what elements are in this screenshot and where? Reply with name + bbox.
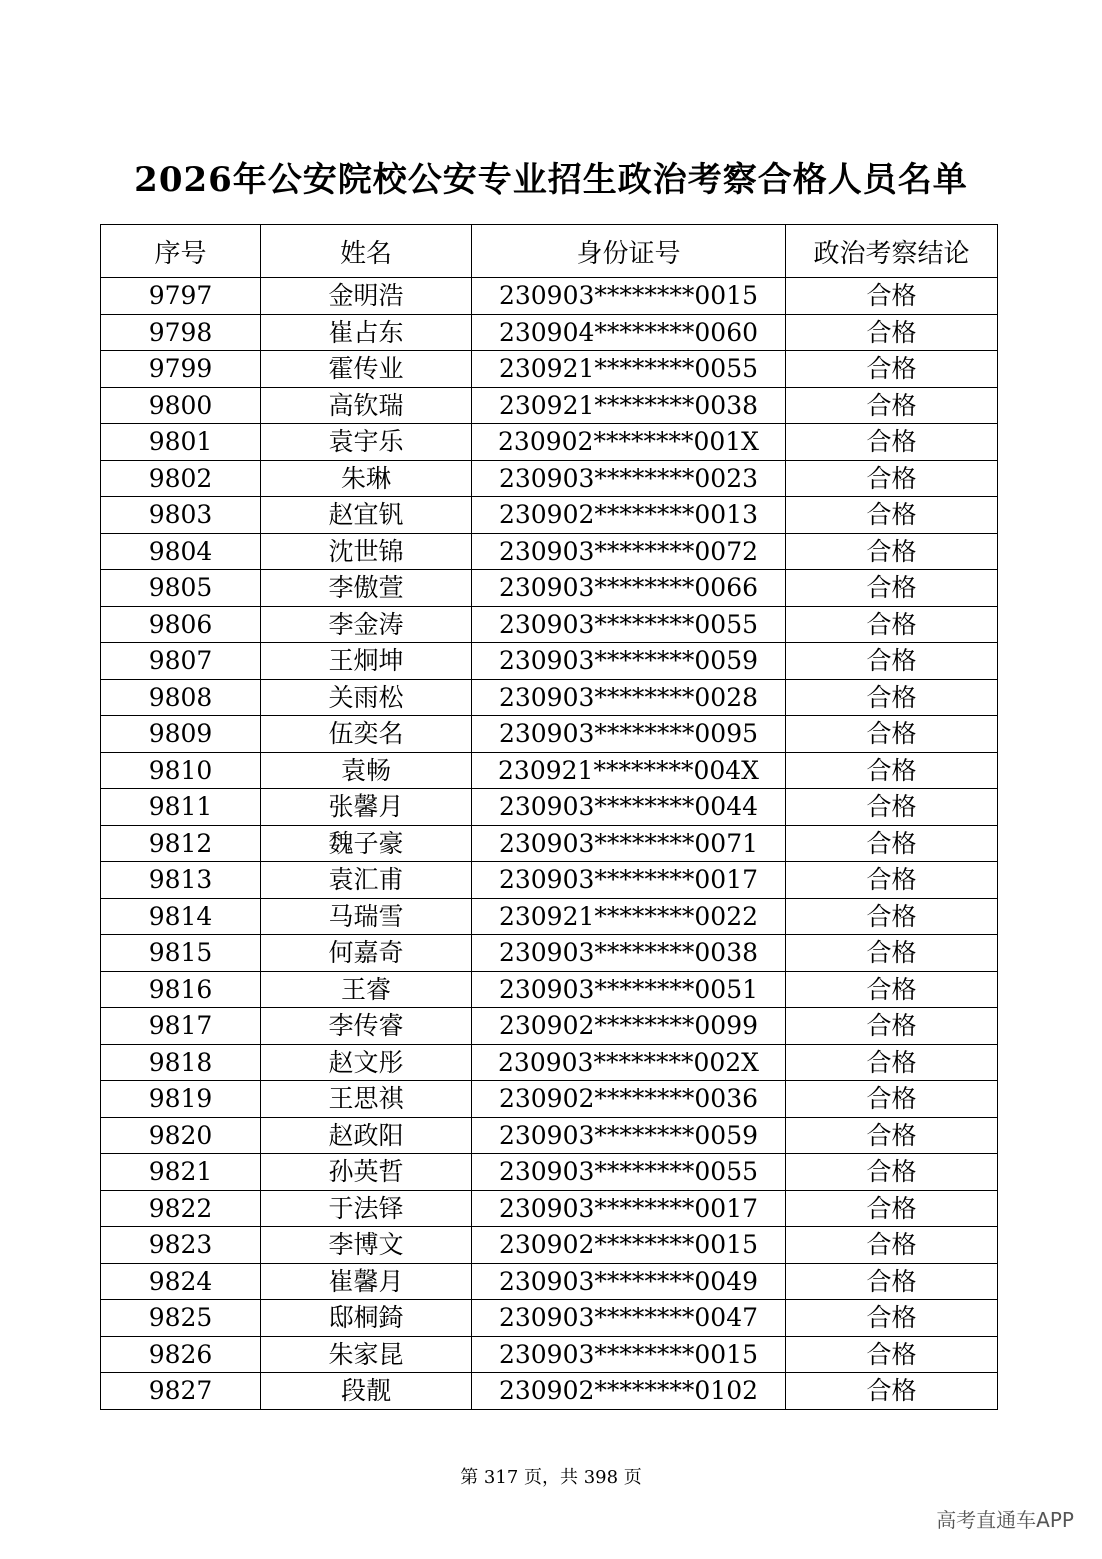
cell-result: 合格	[786, 606, 998, 643]
table-row	[101, 570, 998, 607]
table-row	[101, 1373, 998, 1410]
cell-seq: 9824	[101, 1263, 261, 1300]
cell-seq: 9801	[101, 424, 261, 461]
table-row	[101, 862, 998, 899]
cell-result: 合格	[786, 1336, 998, 1373]
cell-id-number: 230902********0036	[472, 1081, 786, 1118]
table-row	[101, 643, 998, 680]
cell-result: 合格	[786, 643, 998, 680]
cell-seq: 9799	[101, 351, 261, 388]
cell-seq: 9809	[101, 716, 261, 753]
table-row	[101, 1227, 998, 1264]
cell-result: 合格	[786, 935, 998, 972]
cell-name: 伍奕名	[261, 716, 472, 753]
cell-seq: 9805	[101, 570, 261, 607]
table-row	[101, 460, 998, 497]
cell-id-number: 230921********0022	[472, 898, 786, 935]
table-row	[101, 1263, 998, 1300]
cell-result: 合格	[786, 716, 998, 753]
cell-result: 合格	[786, 1008, 998, 1045]
header-row	[101, 225, 998, 278]
cell-result: 合格	[786, 1154, 998, 1191]
cell-seq: 9798	[101, 314, 261, 351]
header-id-number: 身份证号	[472, 225, 786, 278]
cell-result: 合格	[786, 351, 998, 388]
cell-seq: 9815	[101, 935, 261, 972]
cell-result: 合格	[786, 533, 998, 570]
cell-seq: 9826	[101, 1336, 261, 1373]
cell-result: 合格	[786, 570, 998, 607]
cell-seq: 9808	[101, 679, 261, 716]
cell-id-number: 230903********0017	[472, 862, 786, 899]
cell-id-number: 230921********0055	[472, 351, 786, 388]
cell-result: 合格	[786, 1300, 998, 1337]
table-row	[101, 533, 998, 570]
cell-id-number: 230902********0099	[472, 1008, 786, 1045]
cell-id-number: 230921********0038	[472, 387, 786, 424]
table-row	[101, 789, 998, 826]
table-row	[101, 1044, 998, 1081]
cell-name: 袁汇甫	[261, 862, 472, 899]
cell-id-number: 230904********0060	[472, 314, 786, 351]
cell-name: 高钦瑞	[261, 387, 472, 424]
cell-id-number: 230903********0066	[472, 570, 786, 607]
cell-id-number: 230903********0015	[472, 1336, 786, 1373]
cell-result: 合格	[786, 1117, 998, 1154]
table-row	[101, 1190, 998, 1227]
cell-id-number: 230903********0028	[472, 679, 786, 716]
cell-id-number: 230903********0059	[472, 1117, 786, 1154]
cell-result: 合格	[786, 1373, 998, 1410]
table-header	[101, 225, 998, 278]
cell-result: 合格	[786, 971, 998, 1008]
cell-id-number: 230902********0015	[472, 1227, 786, 1264]
page-title: 2026年公安院校公安专业招生政治考察合格人员名单	[134, 160, 968, 200]
header-name: 姓名	[261, 225, 472, 278]
cell-name: 朱家昆	[261, 1336, 472, 1373]
watermark: 高考直通车APP	[936, 1508, 1074, 1532]
cell-seq: 9827	[101, 1373, 261, 1410]
cell-name: 李博文	[261, 1227, 472, 1264]
cell-name: 王思祺	[261, 1081, 472, 1118]
table-row	[101, 497, 998, 534]
table-row	[101, 1300, 998, 1337]
cell-seq: 9814	[101, 898, 261, 935]
cell-result: 合格	[786, 862, 998, 899]
table-row	[101, 716, 998, 753]
cell-result: 合格	[786, 1227, 998, 1264]
cell-seq: 9813	[101, 862, 261, 899]
cell-seq: 9825	[101, 1300, 261, 1337]
cell-result: 合格	[786, 460, 998, 497]
cell-id-number: 230903********0015	[472, 278, 786, 315]
cell-name: 王炯坤	[261, 643, 472, 680]
cell-name: 马瑞雪	[261, 898, 472, 935]
table-row	[101, 1154, 998, 1191]
cell-seq: 9812	[101, 825, 261, 862]
page-number: 第 317 页，共 398 页	[460, 1467, 642, 1488]
table-row	[101, 1336, 998, 1373]
cell-seq: 9821	[101, 1154, 261, 1191]
header-seq: 序号	[101, 225, 261, 278]
cell-id-number: 230903********0051	[472, 971, 786, 1008]
cell-id-number: 230903********0072	[472, 533, 786, 570]
cell-name: 赵宜钒	[261, 497, 472, 534]
cell-name: 李金涛	[261, 606, 472, 643]
cell-seq: 9816	[101, 971, 261, 1008]
cell-result: 合格	[786, 1081, 998, 1118]
cell-id-number: 230902********0013	[472, 497, 786, 534]
cell-result: 合格	[786, 898, 998, 935]
cell-seq: 9819	[101, 1081, 261, 1118]
cell-result: 合格	[786, 1190, 998, 1227]
cell-name: 袁宇乐	[261, 424, 472, 461]
cell-name: 邸桐錡	[261, 1300, 472, 1337]
table-row	[101, 387, 998, 424]
cell-result: 合格	[786, 424, 998, 461]
cell-seq: 9804	[101, 533, 261, 570]
cell-name: 于法铎	[261, 1190, 472, 1227]
cell-seq: 9818	[101, 1044, 261, 1081]
header-result: 政治考察结论	[786, 225, 998, 278]
cell-name: 李传睿	[261, 1008, 472, 1045]
cell-id-number: 230903********0071	[472, 825, 786, 862]
cell-result: 合格	[786, 825, 998, 862]
roster-table	[100, 224, 998, 1410]
cell-result: 合格	[786, 387, 998, 424]
cell-id-number: 230903********0059	[472, 643, 786, 680]
cell-name: 赵政阳	[261, 1117, 472, 1154]
table-row	[101, 314, 998, 351]
table-row	[101, 606, 998, 643]
table-row	[101, 898, 998, 935]
cell-id-number: 230903********0055	[472, 1154, 786, 1191]
cell-seq: 9817	[101, 1008, 261, 1045]
table-row	[101, 679, 998, 716]
cell-id-number: 230903********0047	[472, 1300, 786, 1337]
cell-id-number: 230903********0049	[472, 1263, 786, 1300]
cell-id-number: 230903********0044	[472, 789, 786, 826]
table-row	[101, 278, 998, 315]
cell-name: 赵文彤	[261, 1044, 472, 1081]
cell-name: 关雨松	[261, 679, 472, 716]
cell-seq: 9800	[101, 387, 261, 424]
cell-id-number: 230903********0023	[472, 460, 786, 497]
cell-name: 王睿	[261, 971, 472, 1008]
cell-seq: 9822	[101, 1190, 261, 1227]
cell-id-number: 230902********001X	[472, 424, 786, 461]
cell-id-number: 230921********004X	[472, 752, 786, 789]
cell-id-number: 230903********0017	[472, 1190, 786, 1227]
table-row	[101, 971, 998, 1008]
cell-result: 合格	[786, 278, 998, 315]
cell-name: 霍传业	[261, 351, 472, 388]
cell-id-number: 230903********0038	[472, 935, 786, 972]
cell-id-number: 230903********0095	[472, 716, 786, 753]
cell-result: 合格	[786, 752, 998, 789]
cell-seq: 9806	[101, 606, 261, 643]
cell-name: 金明浩	[261, 278, 472, 315]
cell-result: 合格	[786, 314, 998, 351]
cell-seq: 9807	[101, 643, 261, 680]
cell-result: 合格	[786, 497, 998, 534]
cell-seq: 9803	[101, 497, 261, 534]
cell-name: 袁畅	[261, 752, 472, 789]
cell-seq: 9797	[101, 278, 261, 315]
cell-seq: 9823	[101, 1227, 261, 1264]
cell-result: 合格	[786, 789, 998, 826]
cell-name: 何嘉奇	[261, 935, 472, 972]
cell-id-number: 230903********0055	[472, 606, 786, 643]
cell-seq: 9802	[101, 460, 261, 497]
table-row	[101, 1008, 998, 1045]
cell-seq: 9810	[101, 752, 261, 789]
cell-name: 魏子豪	[261, 825, 472, 862]
cell-name: 崔馨月	[261, 1263, 472, 1300]
table-row	[101, 752, 998, 789]
table-row	[101, 1081, 998, 1118]
cell-name: 沈世锦	[261, 533, 472, 570]
cell-name: 朱琳	[261, 460, 472, 497]
cell-name: 段靓	[261, 1373, 472, 1410]
table-row	[101, 935, 998, 972]
table-row	[101, 1117, 998, 1154]
cell-id-number: 230902********0102	[472, 1373, 786, 1410]
cell-seq: 9811	[101, 789, 261, 826]
cell-id-number: 230903********002X	[472, 1044, 786, 1081]
table-row	[101, 424, 998, 461]
cell-name: 孙英哲	[261, 1154, 472, 1191]
table-row	[101, 825, 998, 862]
table-body	[101, 278, 998, 1410]
cell-seq: 9820	[101, 1117, 261, 1154]
cell-name: 张馨月	[261, 789, 472, 826]
table-row	[101, 351, 998, 388]
cell-name: 李傲萱	[261, 570, 472, 607]
cell-name: 崔占东	[261, 314, 472, 351]
cell-result: 合格	[786, 1044, 998, 1081]
cell-result: 合格	[786, 679, 998, 716]
cell-result: 合格	[786, 1263, 998, 1300]
